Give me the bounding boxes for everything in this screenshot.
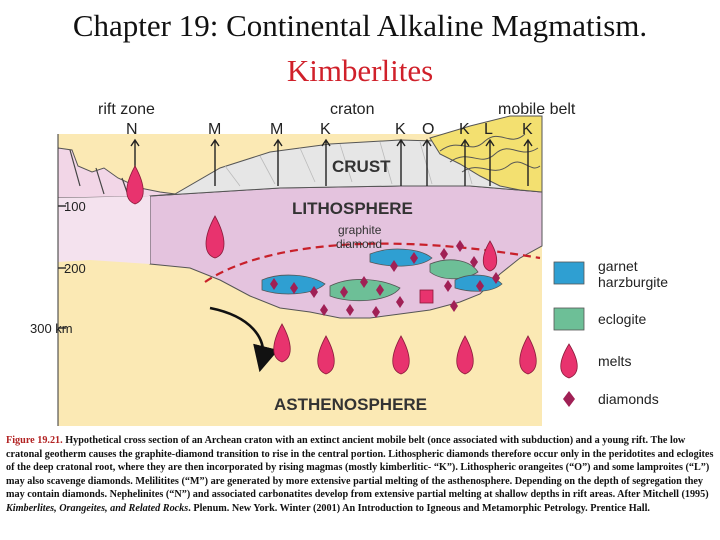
magma-letter-K: K <box>459 121 470 138</box>
garnet-harzburgite-swatch <box>554 262 584 284</box>
legend-label-eclogite: eclogite <box>598 311 647 327</box>
melt-drop-icon <box>561 344 578 378</box>
figure-label: Figure 19.21. <box>6 435 63 446</box>
magma-letter-L: L <box>484 121 493 138</box>
magma-letter-N: N <box>126 121 138 138</box>
magma-letter-K: K <box>522 121 533 138</box>
depth-label-200: 200 <box>64 261 86 276</box>
figure-caption <box>6 434 714 516</box>
asthenosphere-label: ASTHENOSPHERE <box>274 395 428 414</box>
magma-letter-M: M <box>270 121 284 138</box>
eclogite-swatch <box>554 308 584 330</box>
magma-letter-O: O <box>422 121 435 138</box>
magma-letter-K: K <box>320 121 331 138</box>
book-title: Kimberlites, Orangeites, and Related Rocks <box>6 502 189 514</box>
legend <box>554 258 668 407</box>
magma-letter-K: K <box>395 121 406 138</box>
orangeite-square <box>420 290 433 303</box>
legend-label-garnet: garnet <box>598 258 638 274</box>
depth-label-100: 100 <box>64 199 86 214</box>
graphite-label: graphite <box>338 223 382 237</box>
diamond-icon <box>563 391 575 407</box>
craton-cross-section-diagram <box>0 96 720 426</box>
mobile-belt-label: mobile belt <box>498 101 576 118</box>
lithosphere-label: LITHOSPHERE <box>292 199 413 218</box>
diamond-label: diamond <box>336 237 383 251</box>
page-subtitle: Kimberlites <box>286 53 434 88</box>
magma-letter-M: M <box>208 121 222 138</box>
rift-zone-label: rift zone <box>98 101 155 118</box>
page-title: Chapter 19: Continental Alkaline Magmatism. <box>72 8 648 43</box>
legend-label-diamonds: diamonds <box>598 391 659 407</box>
caption-text-1: Hypothetical cross section of an Archean craton with an extinct ancient mobile belt (once associated with subduction) and a young rift. The low cratonal geotherm causes the graphite-diamond transition to rise in the central portion. Lithospheric diamonds therefore occur only in the peridotites and eclogites of the deep cratonal root, where they are then incorporated by rising magmas (mostly kimberlitic- “K”). Lithospheric orangeites (“O”) and some lamproites (“L”) may also scavenge diamonds. Melilitites (“M”) are generated by more extensive partial melting of the asthenosphere. Depending on the depth of segregation they may contain diamonds. Nephelinites (“N”) and associated carbonatites develop from extensive partial melting at shallow depths in rift areas. After Mitchell (1995) <box>6 435 714 501</box>
legend-label-melts: melts <box>598 353 632 369</box>
depth-label-300-km: 300 km <box>30 321 73 336</box>
crust-label: CRUST <box>332 157 391 176</box>
craton-label: craton <box>330 101 375 118</box>
caption-text-2: . Plenum. New York. Winter (2001) An Introduction to Igneous and Metamorphic Petrology. Prentice Hall. <box>188 502 650 514</box>
legend-label-harzburgite: harzburgite <box>598 274 669 290</box>
